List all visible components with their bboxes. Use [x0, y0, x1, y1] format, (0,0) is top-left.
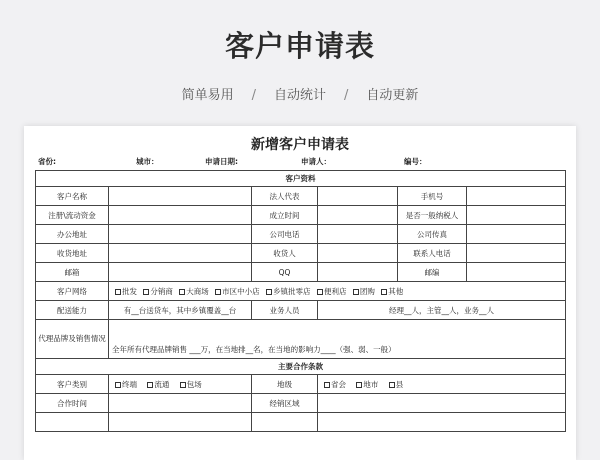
meta-province: 省份:	[38, 157, 56, 166]
table-row	[36, 375, 566, 394]
checkbox-icon[interactable]	[115, 289, 121, 295]
checkbox-icon[interactable]	[317, 289, 323, 295]
table-row	[36, 301, 566, 320]
established-field[interactable]	[318, 206, 398, 225]
separator: /	[344, 88, 349, 103]
form-sheet	[24, 126, 576, 460]
empty-cell	[318, 413, 566, 432]
feature-easy: 简单易用	[181, 88, 234, 103]
empty-cell	[109, 413, 252, 432]
company-fax-field[interactable]	[467, 225, 566, 244]
label-email: 邮箱	[36, 263, 109, 282]
page-title: 客户申请表	[224, 29, 375, 63]
customer-type-option[interactable]: 包场	[177, 380, 202, 389]
table-row	[36, 187, 566, 206]
network-option[interactable]: 便利店	[314, 287, 347, 296]
network-option[interactable]: 其他	[378, 287, 403, 296]
network-option[interactable]: 分销商	[140, 287, 173, 296]
checkbox-icon[interactable]	[266, 289, 272, 295]
label-delivery-capacity: 配送能力	[36, 301, 109, 320]
coop-time-field[interactable]	[109, 394, 252, 413]
section-terms: 主要合作条款	[36, 359, 566, 375]
network-options	[109, 282, 566, 301]
label-mobile: 手机号	[398, 187, 467, 206]
label-company-fax: 公司传真	[398, 225, 467, 244]
legal-rep-field[interactable]	[318, 187, 398, 206]
checkbox-icon[interactable]	[180, 382, 186, 388]
consignee-field[interactable]	[318, 244, 398, 263]
mobile-field[interactable]	[467, 187, 566, 206]
checkbox-icon[interactable]	[147, 382, 153, 388]
customer-form-table	[35, 170, 566, 432]
network-option[interactable]: 批发	[112, 287, 137, 296]
customer-type-options	[109, 375, 252, 394]
empty-cell	[36, 413, 109, 432]
network-option[interactable]: 乡镇批零店	[263, 287, 311, 296]
checkbox-icon[interactable]	[389, 382, 395, 388]
sales-area-field[interactable]	[318, 394, 566, 413]
table-row	[36, 394, 566, 413]
postcode-field[interactable]	[467, 263, 566, 282]
checkbox-icon[interactable]	[324, 382, 330, 388]
general-taxpayer-field[interactable]	[467, 206, 566, 225]
label-customer-type: 客户类别	[36, 375, 109, 394]
network-option[interactable]: 市区中小店	[212, 287, 260, 296]
feature-auto-update: 自动更新	[366, 88, 419, 103]
label-legal-rep: 法人代表	[252, 187, 318, 206]
customer-name-field[interactable]	[109, 187, 252, 206]
checkbox-icon[interactable]	[215, 289, 221, 295]
meta-city: 城市：	[136, 157, 159, 166]
form-title: 新增客户申请表	[251, 137, 349, 153]
meta-number: 编号：	[404, 157, 427, 166]
contact-phone-field[interactable]	[467, 244, 566, 263]
region-option[interactable]: 县	[386, 380, 404, 389]
region-option[interactable]: 省会	[321, 380, 346, 389]
label-registered-capital: 注册\流动资金	[36, 206, 109, 225]
label-office-address: 办公地址	[36, 225, 109, 244]
table-row	[36, 244, 566, 263]
table-row	[36, 263, 566, 282]
label-sales-area: 经销区域	[252, 394, 318, 413]
customer-type-option[interactable]: 流通	[144, 380, 169, 389]
label-network: 客户网络	[36, 282, 109, 301]
business-staff-field[interactable]: 经理__人，主管__人，业务__人	[318, 301, 566, 320]
network-option[interactable]: 大商场	[176, 287, 209, 296]
label-customer-name: 客户名称	[36, 187, 109, 206]
label-general-taxpayer: 是否一般纳税人	[398, 206, 467, 225]
feature-list	[0, 84, 600, 103]
table-row	[36, 225, 566, 244]
checkbox-icon[interactable]	[356, 382, 362, 388]
separator: /	[251, 88, 256, 103]
customer-type-option[interactable]: 终端	[112, 380, 137, 389]
label-qq: QQ	[252, 263, 318, 282]
brands-sales-field[interactable]: 全年所有代理品牌销售 ___万，在当地排__名，在当地的影响力____（强、弱、一般）	[109, 320, 566, 359]
table-row	[36, 206, 566, 225]
registered-capital-field[interactable]	[109, 206, 252, 225]
region-options	[318, 375, 566, 394]
checkbox-icon[interactable]	[381, 289, 387, 295]
table-row	[36, 320, 566, 359]
label-region: 地级	[252, 375, 318, 394]
checkbox-icon[interactable]	[179, 289, 185, 295]
checkbox-icon[interactable]	[143, 289, 149, 295]
label-delivery-address: 收货地址	[36, 244, 109, 263]
office-address-field[interactable]	[109, 225, 252, 244]
region-option[interactable]: 地市	[353, 380, 378, 389]
feature-auto-stats: 自动统计	[273, 88, 326, 103]
network-option[interactable]: 团购	[350, 287, 375, 296]
section-customer: 客户资料	[36, 171, 566, 187]
label-established: 成立时间	[252, 206, 318, 225]
meta-apply-date: 申请日期:	[205, 157, 238, 166]
company-phone-field[interactable]	[318, 225, 398, 244]
checkbox-icon[interactable]	[353, 289, 359, 295]
label-brands-sales: 代理品牌及销售情况	[36, 320, 109, 359]
label-postcode: 邮编	[398, 263, 467, 282]
meta-applicant: 申请人：	[301, 157, 331, 166]
qq-field[interactable]	[318, 263, 398, 282]
label-business-staff: 业务人员	[252, 301, 318, 320]
delivery-address-field[interactable]	[109, 244, 252, 263]
checkbox-icon[interactable]	[115, 382, 121, 388]
label-coop-time: 合作时间	[36, 394, 109, 413]
empty-cell	[252, 413, 318, 432]
email-field[interactable]	[109, 263, 252, 282]
label-contact-phone: 联系人电话	[398, 244, 467, 263]
table-row	[36, 282, 566, 301]
label-company-phone: 公司电话	[252, 225, 318, 244]
delivery-capacity-field[interactable]: 有__台送货车，其中乡镇覆盖__台	[109, 301, 252, 320]
table-row	[36, 413, 566, 432]
label-consignee: 收货人	[252, 244, 318, 263]
